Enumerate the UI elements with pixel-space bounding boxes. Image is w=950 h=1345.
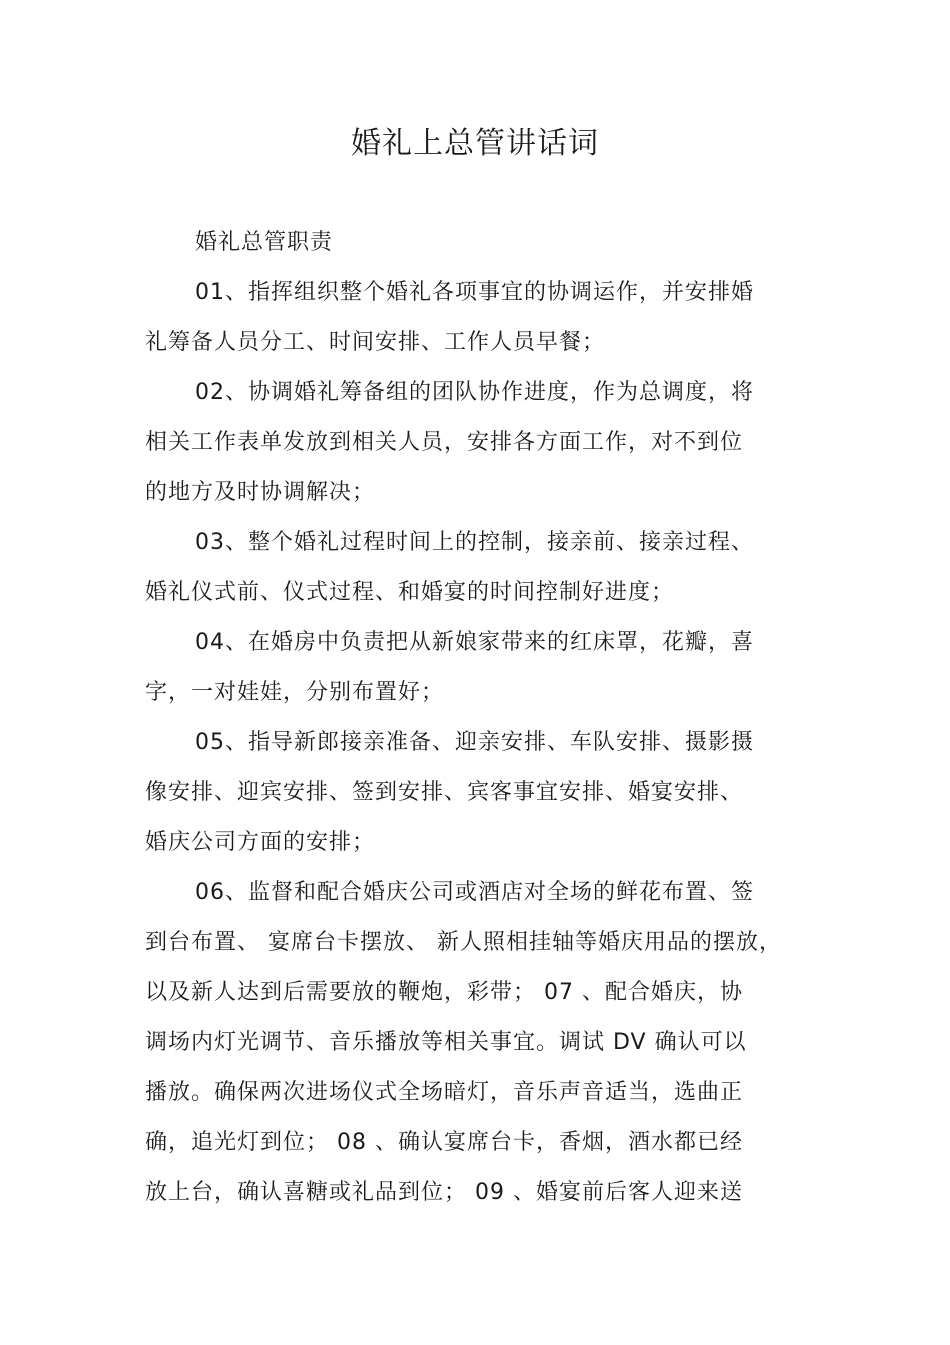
paragraph-line: 06、监督和配合婚庆公司或酒店对全场的鲜花布置、签 (195, 880, 754, 905)
paragraph-line: 04、在婚房中负责把从新娘家带来的红床罩，花瓣，喜 (195, 630, 754, 655)
paragraph-line: 婚庆公司方面的安排； (145, 830, 376, 855)
paragraph-line: 相关工作表单发放到相关人员，安排各方面工作，对不到位 (145, 430, 744, 455)
paragraph-line: 字，一对娃娃，分别布置好； (145, 680, 445, 705)
paragraph-line: 放上台，确认喜糖或礼品到位； 09 、婚宴前后客人迎来送 (145, 1180, 743, 1205)
paragraph-line: 以及新人达到后需要放的鞭炮，彩带； 07 、配合婚庆，协 (145, 980, 743, 1005)
paragraph-line: 确，追光灯到位； 08 、确认宴席台卡，香烟，酒水都已经 (145, 1130, 743, 1155)
paragraph-line: 调场内灯光调节、音乐播放等相关事宜。调试 DV 确认可以 (145, 1030, 747, 1055)
paragraph-line: 05、指导新郎接亲准备、迎亲安排、车队安排、摄影摄 (195, 730, 754, 755)
paragraph-line: 婚礼仪式前、仪式过程、和婚宴的时间控制好进度； (145, 580, 675, 605)
section-heading: 婚礼总管职责 (195, 230, 334, 255)
document-title: 婚礼上总管讲话词 (351, 126, 599, 161)
paragraph-line: 播放。确保两次进场仪式全场暗灯，音乐声音适当，选曲正 (145, 1080, 744, 1105)
paragraph-line: 的地方及时协调解决； (145, 480, 376, 505)
paragraph-line: 01、指挥组织整个婚礼各项事宜的协调运作，并安排婚 (195, 280, 754, 305)
paragraph-line: 像安排、迎宾安排、签到安排、宾客事宜安排、婚宴安排、 (145, 780, 744, 805)
paragraph-line: 03、整个婚礼过程时间上的控制，接亲前、接亲过程、 (195, 530, 754, 555)
paragraph-line: 到台布置、 宴席台卡摆放、 新人照相挂轴等婚庆用品的摆放， (145, 930, 782, 955)
paragraph-line: 02、协调婚礼筹备组的团队协作进度，作为总调度，将 (195, 380, 754, 405)
paragraph-line: 礼筹备人员分工、时间安排、工作人员早餐； (145, 330, 606, 355)
